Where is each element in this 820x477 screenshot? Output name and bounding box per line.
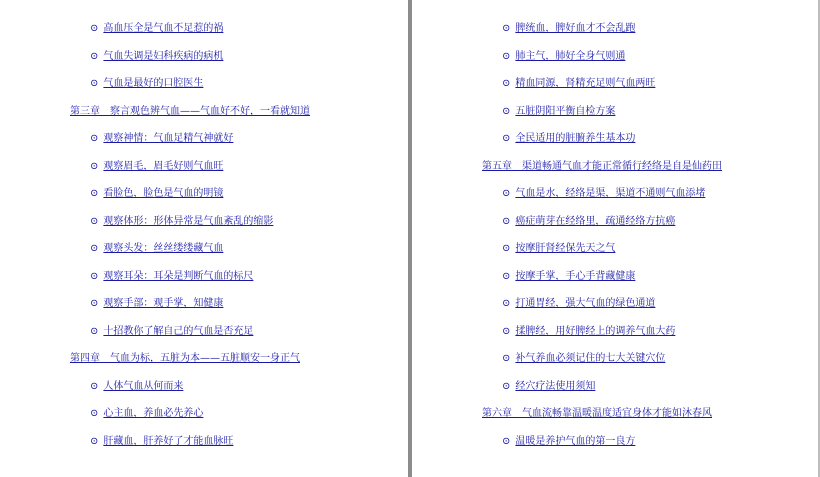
toc-entry-text: 按摩肝肾经保先天之气 — [515, 243, 616, 254]
toc-item-link[interactable] — [502, 187, 705, 201]
toc-item-link[interactable] — [502, 215, 675, 229]
bullet-icon: ⊙ — [502, 215, 511, 227]
bullet-icon: ⊙ — [502, 243, 511, 254]
bullet-icon: ⊙ — [90, 270, 99, 282]
bullet-icon: ⊙ — [502, 23, 511, 34]
toc-entry-text: 气血是最好的口腔医生 — [103, 78, 204, 89]
toc-entry-text: 打通胃经，强大气血的绿色通道 — [515, 298, 656, 309]
bullet-icon: ⊙ — [502, 188, 511, 199]
toc-chapter-link[interactable] — [482, 160, 722, 174]
toc-entry-text: 精血同源，肾精充足则气血两旺 — [515, 78, 656, 89]
bullet-icon: ⊙ — [90, 160, 99, 172]
toc-item-link[interactable] — [502, 50, 625, 64]
bullet-icon: ⊙ — [90, 325, 99, 337]
toc-item-link[interactable] — [90, 380, 183, 394]
toc-entry-text: 揉脾经，用好脾经上的调养气血大药 — [515, 325, 676, 337]
bullet-icon: ⊙ — [502, 133, 511, 144]
bullet-icon: ⊙ — [90, 50, 99, 62]
toc-item-link[interactable] — [502, 105, 615, 119]
toc-item-link[interactable] — [90, 270, 253, 284]
toc-entry-text: 按摩手掌，手心手背藏健康 — [515, 270, 636, 282]
toc-entry-text: 高血压全是气血不足惹的祸 — [103, 23, 224, 34]
toc-item-link[interactable] — [90, 187, 223, 201]
toc-entry-text: 补气养血必须记住的七大关键穴位 — [515, 353, 666, 364]
toc-entry-text: 看脸色，脸色是气血的明镜 — [103, 188, 224, 199]
toc-item-link[interactable] — [502, 132, 635, 146]
toc-chapter-link[interactable] — [70, 105, 310, 119]
toc-entry-text: 观察手部：观手掌，知健康 — [103, 298, 224, 309]
toc-entry-text: 气血是水，经络是渠，渠道不通则气血添堵 — [515, 188, 706, 199]
right-page — [412, 0, 820, 477]
toc-entry-text: 第三章 察言观色辨气血——气血好不好，一看就知道 — [70, 105, 310, 117]
toc-item-link[interactable] — [502, 380, 595, 394]
toc-entry-text: 第六章 气血流畅靠温暖温度适宜身体才能如沐春风 — [482, 408, 712, 419]
toc-entry-text: 人体气血从何而来 — [103, 380, 184, 392]
bullet-icon: ⊙ — [90, 215, 99, 227]
bullet-icon: ⊙ — [502, 325, 511, 337]
toc-entry-text: 肝藏血，肝养好了才能血脉旺 — [103, 435, 234, 447]
bullet-icon: ⊙ — [90, 78, 99, 89]
toc-item-link[interactable] — [502, 242, 615, 256]
toc-chapter-link[interactable] — [70, 352, 300, 366]
bullet-icon: ⊙ — [90, 408, 99, 419]
toc-item-link[interactable] — [502, 352, 665, 366]
bullet-icon: ⊙ — [90, 188, 99, 199]
bullet-icon: ⊙ — [502, 380, 511, 392]
bullet-icon: ⊙ — [502, 298, 511, 309]
bullet-icon: ⊙ — [502, 105, 511, 117]
bullet-icon: ⊙ — [90, 435, 99, 447]
toc-item-link[interactable] — [90, 22, 223, 36]
toc-item-link[interactable] — [502, 325, 675, 339]
toc-entry-text: 五脏阴阳平衡自检方案 — [515, 105, 616, 117]
toc-item-link[interactable] — [90, 297, 223, 311]
toc-item-link[interactable] — [502, 77, 655, 91]
bullet-icon: ⊙ — [502, 50, 511, 62]
toc-item-link[interactable] — [90, 215, 273, 229]
toc-entry-text: 癌症萌芽在经络里，疏通经络方抗癌 — [515, 215, 676, 227]
toc-entry-text: 观察头发：丝丝缕缕藏气血 — [103, 243, 224, 254]
bullet-icon: ⊙ — [90, 23, 99, 34]
toc-item-link[interactable] — [90, 435, 233, 449]
toc-entry-text: 观察体形：形体异常是气血紊乱的缩影 — [103, 215, 274, 227]
toc-entry-text: 全民适用的脏腑养生基本功 — [515, 133, 636, 144]
toc-item-link[interactable] — [502, 435, 635, 449]
toc-chapter-link[interactable] — [482, 407, 712, 421]
toc-item-link[interactable] — [502, 22, 635, 36]
toc-entry-text: 肺主气，肺好全身气则通 — [515, 50, 626, 62]
toc-entry-text: 经穴疗法使用须知 — [515, 380, 596, 392]
toc-entry-text: 第五章 渠道畅通气血才能正常循行经络是自是仙药田 — [482, 160, 722, 172]
toc-item-link[interactable] — [90, 407, 203, 421]
bullet-icon: ⊙ — [90, 298, 99, 309]
toc-item-link[interactable] — [90, 242, 223, 256]
toc-entry-text: 气血失调是妇科疾病的病机 — [103, 50, 224, 62]
toc-entry-text: 心主血，养血必先养心 — [103, 408, 204, 419]
toc-entry-text: 脾统血，脾好血才不会乱跑 — [515, 23, 636, 34]
toc-entry-text: 第四章 气血为标，五脏为本——五脏顺安一身正气 — [70, 353, 300, 364]
toc-entry-text: 温暖是养护气血的第一良方 — [515, 435, 636, 447]
toc-item-link[interactable] — [90, 50, 223, 64]
bullet-icon: ⊙ — [502, 353, 511, 364]
toc-entry-text: 观察眉毛，眉毛好则气血旺 — [103, 160, 224, 172]
toc-item-link[interactable] — [502, 297, 655, 311]
toc-item-link[interactable] — [90, 132, 233, 146]
toc-entry-text: 观察神情：气血足精气神就好 — [103, 133, 234, 144]
toc-item-link[interactable] — [90, 325, 253, 339]
bullet-icon: ⊙ — [90, 243, 99, 254]
toc-entry-text: 十招教你了解自己的气血是否充足 — [103, 325, 254, 337]
bullet-icon: ⊙ — [502, 270, 511, 282]
toc-item-link[interactable] — [90, 77, 203, 91]
toc-item-link[interactable] — [90, 160, 223, 174]
toc-entry-text: 观察耳朵：耳朵是判断气血的标尺 — [103, 270, 254, 282]
bullet-icon: ⊙ — [90, 380, 99, 392]
bullet-icon: ⊙ — [90, 133, 99, 144]
bullet-icon: ⊙ — [502, 78, 511, 89]
toc-item-link[interactable] — [502, 270, 635, 284]
bullet-icon: ⊙ — [502, 435, 511, 447]
left-page — [0, 0, 408, 477]
